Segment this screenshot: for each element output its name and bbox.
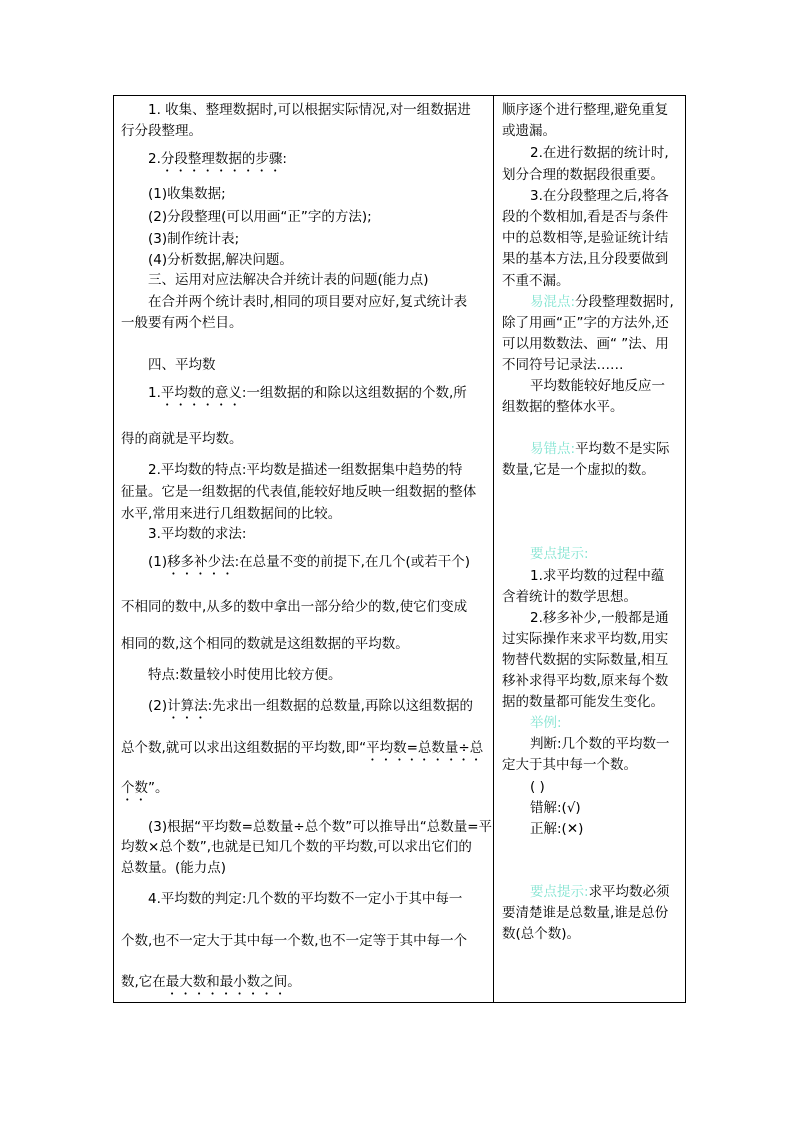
text-line: 相同的数,这个相同的数就是这组数据的平均数。 bbox=[121, 636, 409, 652]
text-line: (3)制作统计表; bbox=[148, 231, 240, 247]
tag-label: 易错点: bbox=[530, 441, 576, 457]
text-line bbox=[148, 697, 473, 722]
text-line: 或遗漏。 bbox=[502, 123, 556, 139]
emphasis-text: 平均数的意义 bbox=[160, 385, 242, 401]
text-line: 数(总个数)。 bbox=[502, 926, 581, 942]
text: (1) bbox=[148, 554, 168, 570]
tag-label: 举例: bbox=[530, 715, 562, 731]
text-line bbox=[148, 553, 470, 578]
text-line: 果的基本方法,且分段要做到 bbox=[502, 251, 669, 267]
emphasis-text: 最大数和最小数之间 bbox=[165, 974, 288, 990]
text-line bbox=[121, 779, 169, 804]
text-line: (1)收集数据; bbox=[148, 186, 226, 202]
text: : bbox=[282, 151, 287, 167]
text-line: 1. 收集、整理数据时,可以根据实际情况,对一组数据进 bbox=[148, 102, 471, 118]
text-line bbox=[530, 440, 670, 458]
section-heading: 三、运用对应法解决合并统计表的问题(能力点) bbox=[148, 272, 429, 288]
text-line: 4.平均数的判定:几个数的平均数不一定小于其中每一 bbox=[148, 891, 463, 907]
text: :一组数据的和除以这组数据的个数,所 bbox=[241, 385, 467, 401]
text-line bbox=[530, 293, 674, 311]
text: 2. bbox=[148, 151, 161, 167]
text-line: 行分段整理。 bbox=[121, 123, 202, 139]
text-line: 2.在进行数据的统计时, bbox=[530, 145, 669, 161]
text-line: 数量,它是一个虚拟的数。 bbox=[502, 462, 655, 478]
text-line: 1.求平均数的过程中蕴 bbox=[530, 568, 665, 584]
text-line: 物替代数据的实际数量,相互 bbox=[502, 652, 669, 668]
text: :在总量不变的前提下,在几个(或若干个) bbox=[234, 554, 470, 570]
text: 1. bbox=[148, 385, 161, 401]
text: ”。 bbox=[148, 780, 169, 796]
text-line: 总数量。(能力点) bbox=[121, 860, 227, 876]
emphasis-text: 平均数=总数量÷总 bbox=[366, 740, 484, 756]
tag-label: 要点提示: bbox=[530, 546, 589, 562]
text-line: 判断:几个数的平均数一 bbox=[530, 736, 670, 752]
text-line: 在合并两个统计表时,相同的项目要对应好,复式统计表 bbox=[148, 294, 468, 310]
text-line: 含着统计的数学思想。 bbox=[502, 589, 637, 605]
emphasis-text: 分段整理数据的步骤 bbox=[160, 151, 283, 167]
text-line bbox=[121, 739, 483, 764]
text-line: 段的个数相加,看是否与条件 bbox=[502, 209, 669, 225]
text: 分段整理数据时, bbox=[575, 294, 674, 310]
text-line: (2)分段整理(可以用画“正”字的方法); bbox=[148, 209, 372, 225]
text-line: 要清楚谁是总数量,谁是总份 bbox=[502, 905, 669, 921]
text-line: 定大于其中每一个数。 bbox=[502, 757, 637, 773]
text-line: 过实际操作来求平均数,用实 bbox=[502, 631, 669, 647]
text-line: 顺序逐个进行整理,避免重复 bbox=[502, 102, 669, 118]
text-line: 一般要有两个栏目。 bbox=[121, 315, 243, 331]
text-line bbox=[530, 883, 670, 901]
text-line: (3)根据“平均数=总数量÷总个数”可以推导出“总数量=平 bbox=[148, 819, 493, 835]
text-line: ( ) bbox=[530, 779, 545, 795]
text-line: 不同符号记录法…… bbox=[502, 357, 624, 373]
text-line: 特点:数量较小时使用比较方便。 bbox=[148, 667, 342, 683]
tag-label: 易混点: bbox=[530, 294, 576, 310]
text-line: 组数据的整体水平。 bbox=[502, 399, 624, 415]
column-divider bbox=[493, 95, 494, 1003]
text-line: 得的商就是平均数。 bbox=[121, 431, 243, 447]
text-line: 据的数量都可能发生变化。 bbox=[502, 694, 664, 710]
text: 平均数不是实际 bbox=[575, 441, 670, 457]
text-line: 均数×总个数”,也就是已知几个数的平均数,可以求出它们的 bbox=[121, 839, 472, 855]
text-line bbox=[121, 973, 301, 998]
text-line: 除了用画“正”字的方法外,还 bbox=[502, 315, 669, 331]
text-line bbox=[530, 545, 589, 563]
text: 。 bbox=[287, 974, 301, 990]
text-line: 移补求得平均数,原来每个数 bbox=[502, 673, 669, 689]
text-line bbox=[148, 150, 287, 175]
emphasis-text: 计算法 bbox=[167, 698, 208, 714]
text-line bbox=[148, 384, 467, 409]
section-heading: 四、平均数 bbox=[148, 357, 216, 373]
text-line: 3.在分段整理之后,将各 bbox=[530, 188, 669, 204]
text: 总个数,就可以求出这组数据的平均数,即“ bbox=[121, 740, 367, 756]
emphasis-text: 移多补少法 bbox=[167, 554, 235, 570]
text-line: 错解:(√) bbox=[530, 800, 581, 816]
text-line: 2.移多补少,一般都是通 bbox=[530, 610, 669, 626]
text-line: 水平,常用来进行几组数据间的比较。 bbox=[121, 506, 342, 522]
text-line: (4)分析数据,解决问题。 bbox=[148, 252, 293, 268]
text: 数,它在 bbox=[121, 974, 166, 990]
text-line: 正解:(✕) bbox=[530, 821, 584, 837]
text-line: 3.平均数的求法: bbox=[148, 526, 247, 542]
text-line: 个数,也不一定大于其中每一个数,也不一定等于其中每一个 bbox=[121, 933, 468, 949]
text-line: 划分合理的数据段很重要。 bbox=[502, 167, 664, 183]
text-line: 2.平均数的特点:平均数是描述一组数据集中趋势的特 bbox=[148, 462, 463, 478]
text: (2) bbox=[148, 698, 168, 714]
text-line: 不相同的数中,从多的数中拿出一部分给少的数,使它们变成 bbox=[121, 599, 468, 615]
text-line: 平均数能较好地反应一 bbox=[530, 378, 665, 394]
text-line bbox=[530, 714, 562, 732]
tag-label: 要点提示: bbox=[530, 884, 589, 900]
text-line: 不重不漏。 bbox=[502, 273, 570, 289]
text-line: 可以用数数法、画“ ”法、用 bbox=[502, 336, 669, 352]
text-line: 中的总数相等,是验证统计结 bbox=[502, 230, 669, 246]
text: :先求出一组数据的总数量,再除以这组数据的 bbox=[207, 698, 473, 714]
text-line: 征量。它是一组数据的代表值,能较好地反映一组数据的整体 bbox=[121, 484, 477, 500]
emphasis-text: 个数 bbox=[121, 780, 148, 796]
text: 求平均数必须 bbox=[588, 884, 670, 900]
